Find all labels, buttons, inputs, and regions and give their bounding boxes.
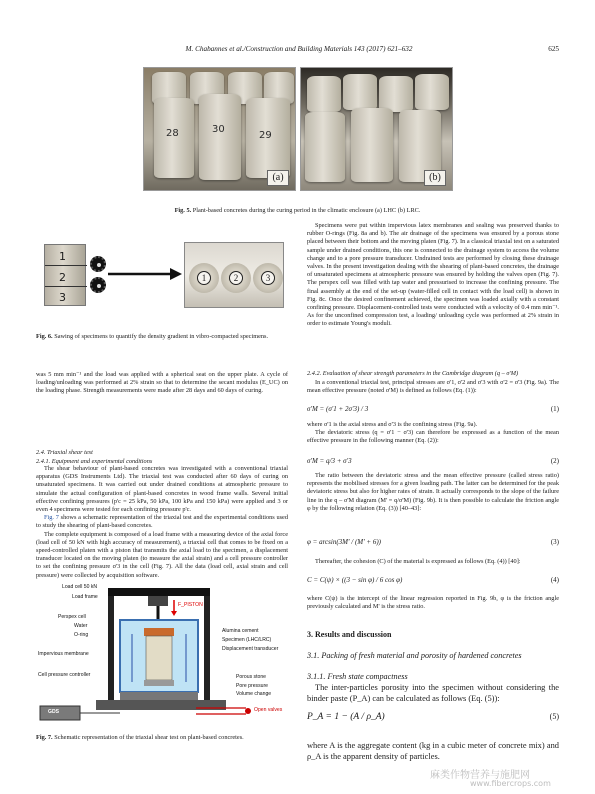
photo-lrc [300, 67, 453, 191]
arrow-right-icon [106, 267, 182, 281]
diagram-label: Displacement transducer [222, 646, 279, 652]
subsection-heading: 3.1. Packing of fresh material and porosity of hardened concretes [307, 651, 522, 660]
saw-blade-icon [90, 277, 106, 293]
diagram-label: Alumina cement [222, 628, 259, 634]
specimen-number: 28 [166, 128, 179, 139]
body-paragraph: In a conventional triaxial test, principal stresses are σ'1, σ'2 and σ'3 with σ'2 = σ'3 (Fig. 9a). The mean effective pressure (noted σ'M) is defined as follows (Eq. (1)): [307, 379, 559, 395]
section-heading: 2.4. Triaxial shear test [36, 449, 93, 456]
diagram-label: Porous stone [236, 674, 267, 680]
equation-2: σ'M = q/3 + σ'3 (2) [307, 457, 559, 465]
diagram-label: Impervious membrane [38, 651, 89, 657]
equation-4: C = C(ψ) × ((3 − sin φ) / 6 cos φ) (4) [307, 576, 559, 584]
equation-1: σ'M = (σ'1 + 2σ'3) / 3 (1) [307, 405, 559, 413]
subsection-heading: 3.1.1. Fresh state compactness [307, 672, 408, 681]
section-heading: 3. Results and discussion [307, 630, 392, 639]
diagram-label: Perspex cell [58, 614, 86, 620]
diagram-label: O-ring [74, 632, 89, 638]
figure-link[interactable]: Fig. 7 [44, 514, 59, 522]
running-head: M. Chabannes et al./Construction and Building Materials 143 (2017) 621–632 [185, 45, 413, 53]
body-paragraph: Thereafter, the cohesion (C) of the material is expressed as follows (Eq. (4)) [40]: [315, 558, 521, 565]
body-paragraph: The ratio between the deviatoric stress and the mean effective pressure (called stress ratio) represents the mobilised stresses for a given loading path. The latter can be determined for the peak deviatoric stress but also for higher rates of strain. It actually corresponds to the slope of the failure line in the q – σ'M diagram (M' = q/σ'M) (Fig. 9b). It is then possible to calculate the friction angle φ by the following relation (Eq. (3)) [40–43]: [307, 472, 559, 512]
diagram-label: Pore pressure [236, 683, 268, 689]
watermark-url: www.fibercrops.com [470, 779, 551, 788]
figure-7-triaxial-diagram [36, 578, 288, 728]
watermark: 麻类作物营养与施肥网 [430, 770, 530, 781]
figure-6 [44, 242, 284, 308]
page-number: 625 [548, 45, 559, 53]
figure-6-caption: Fig. 6. Sawing of specimens to quantify the density gradient in vibro-compacted specimens. [36, 333, 269, 340]
specimen-number: 29 [259, 130, 272, 141]
diagram-label: Open valves [254, 707, 283, 713]
body-paragraph: where C(ψ) is the intercept of the linear regression reported in Fig. 9b, φ is the friction angle previously calculated and M' is the stress ratio. [307, 595, 559, 611]
diagram-label: Volume change [236, 691, 272, 697]
saw-blade-icon [90, 256, 106, 272]
diagram-label: Load cell 50 kN [62, 584, 98, 590]
figure-5 [143, 67, 453, 191]
piston-force-label: F_PISTON [178, 602, 203, 608]
body-paragraph: The inter-particles porosity into the specimen without considering the binder paste (P_A) can be calculated as follows (Eq. (5)): [307, 683, 559, 703]
photo-label-b: (b) [424, 170, 446, 186]
figure-5-caption: Fig. 5. Plant-based concretes during the curing period in the climatic enclosure (a) LHC (b) LRC. [174, 207, 421, 214]
diagram-label: Cell pressure controller [38, 672, 91, 678]
subsection-heading: 2.4.2. Evaluation of shear strength parameters in the Cambridge diagram (q – σ'M) [307, 370, 519, 377]
diagram-label: Specimen (LHC/LRC) [222, 637, 272, 643]
body-paragraph: where A is the aggregate content (kg in a cubic meter of concrete mix) and ρ_A is the apparent density of particles. [307, 741, 559, 761]
figure-7-caption: Fig. 7. Schematic representation of the triaxial shear test on plant-based concretes. [36, 734, 244, 741]
sawn-cylinder: 1 2 3 [44, 244, 86, 306]
subsection-heading: 2.4.1. Equipment and experimental conditions [36, 458, 153, 465]
body-paragraph: Specimens were put within impervious latex membranes and sealing was preserved thanks to rubber O-rings (Fig. 8a and b). The air drainage of the specimens was ensured by a porous stone placed between their bottom and the moving platen (Fig. 7). In a classical triaxial test on a saturated sample under drained conditions, this one is connected to the drainage system to access the volume change and to a pore pressure transducer. Undrained tests are performed by closing these drainage valves. In the present investigation dealing with the shearing of plant-based concretes, the drainage of unsaturated specimens at atmospheric pressure was ensured by holding the valves open (Fig. 7). The perspex cell was filled with tap water and pressurised to increase the confining pressure. The final assembly at the end of the set-up (water-filled cell in contact with the load cell) is shown in Fig. 8c. Once the desired confinement achieved, the specimen was loaded axially with a constant confining pressure. Displacement-controlled tests were conducted with a velocity of 0.4 mm min⁻¹. As for the unconfined compression test, a loading/ unloading cycle was performed at 2% strain in order to estimate Young's moduli. [307, 222, 559, 328]
equation-3: φ = arcsin(3M' / (M' + 6)) (3) [307, 538, 559, 546]
gds-label: GDS [48, 709, 60, 715]
specimen-number: 30 [212, 124, 225, 135]
body-paragraph: was 5 mm min⁻¹ and the load was applied with a spherical seat on the upper plate. A cycle of loading/unloading was performed at 2% strain so that to determine the secant modulus (E_UC) on the loading phase. Strength measurements were made after 28 days and 60 days of curing. [36, 371, 288, 395]
body-paragraph: where σ'1 is the axial stress and σ'3 is the confining stress (Fig. 9a). The deviatoric stress (q = σ'1 − σ'3) can therefore be expressed as a function of the mean effective pressure in the following manner (Eq. (2)): [307, 421, 559, 445]
photo-lhc [143, 67, 296, 191]
diagram-label: Water [74, 623, 88, 629]
photo-label-a: (a) [267, 170, 289, 186]
body-text-block: The shear behaviour of plant-based concretes was investigated with a conventional triaxial apparatus (GDS Instruments Ltd). The triaxial test was conducted after 60 days of curing on unsaturated specimens. It was carried out under drained conditions at atmospheric pressure to simulate the actual configuration of plant-based concretes in wood frame walls. Several initial effective confining pressures (p'c = 25 kPa, 50 kPa, 100 kPa and 150 kPa) were applied and 3 or even 4 specimens were tested for each confining pressure p'c. Fig. 7 shows a schematic representation of the triaxial test and the experimental conditions used to study the shearing of plant-based concretes. The complete equipment is composed of a load frame with a measuring device of the axial force (load cell of 50 kN with high accuracy of measurement), a triaxial cell that comes to be fixed on a speed-controlled platen with a piston that transmits the axial load to the specimen, a displacement transducer located on the moving platen (to measure the axial strain) and a cell pressure controller to set the confining pressure σ'3 in the cell (Fig. 7). All the data (load cell, axial strain and cell pressure) were collected by acquisition software. [36, 465, 289, 579]
equation-5: P_A = 1 − (A / ρ_A) (5) [307, 712, 559, 722]
diagram-label: Load frame [72, 594, 98, 600]
slices-photo: 1 2 3 [184, 242, 284, 308]
